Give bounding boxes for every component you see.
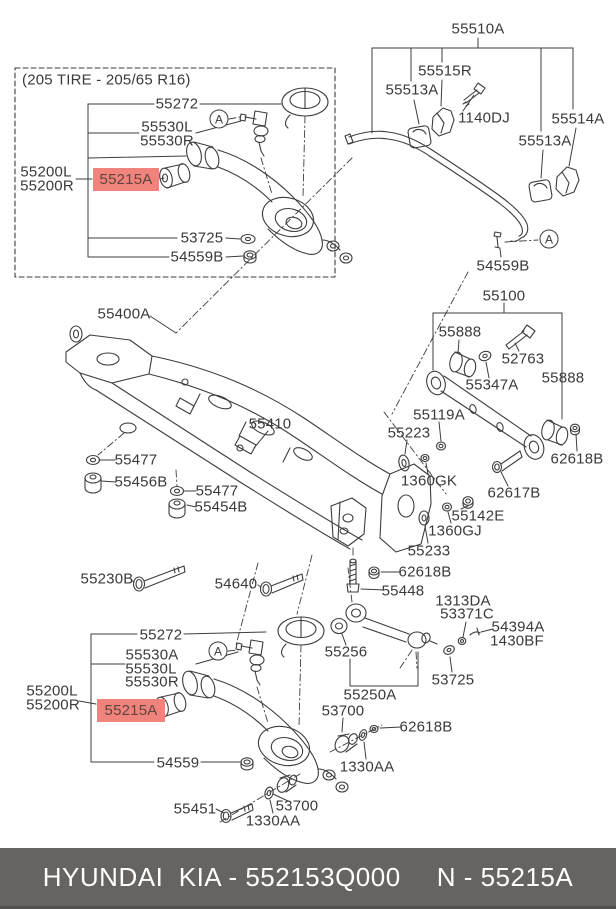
part-label-53371c: 53371C: [440, 605, 494, 623]
part-label-53700-right: 53700: [321, 702, 365, 720]
part-label-55530l-upper: 55530L: [141, 118, 193, 136]
banner-part-code: HYUNDAI KIA - 552153Q000: [42, 861, 401, 892]
part-label-55477-1: 55477: [114, 451, 158, 469]
part-label-55233: 55233: [407, 542, 451, 560]
part-label-55119a: 55119A: [413, 406, 465, 424]
part-label-55347a: 55347A: [465, 376, 519, 394]
callout-a-upper-box: A: [210, 110, 229, 129]
part-label-55448: 55448: [381, 582, 425, 600]
part-label-52763: 52763: [501, 350, 545, 368]
part-label-62618b-1: 62618B: [550, 450, 604, 468]
option-note: (205 TIRE - 205/65 R16): [22, 71, 191, 89]
part-label-55223: 55223: [387, 424, 431, 442]
part-label-54640: 54640: [214, 575, 258, 593]
part-label-55100: 55100: [482, 287, 526, 305]
part-label-62618b-3: 62618B: [399, 718, 453, 736]
part-label-54559b-stab: 54559B: [476, 257, 530, 275]
part-label-55530l-lower: 55530L: [125, 660, 177, 678]
part-label-54394a: 54394A: [491, 618, 545, 636]
part-label-55530r-upper: 55530R: [140, 132, 194, 150]
part-label-55400a: 55400A: [97, 305, 151, 323]
part-number-banner: [0, 848, 616, 909]
part-label-55256: 55256: [324, 643, 368, 661]
part-label-53725-mid: 53725: [431, 671, 475, 689]
part-label-1330aa-right: 1330AA: [339, 758, 395, 776]
part-label-55410: 55410: [248, 415, 292, 433]
callout-a-lower-arm: A: [209, 642, 228, 661]
part-label-55515r: 55515R: [418, 62, 472, 80]
part-label-55530r-lower: 55530R: [125, 673, 179, 691]
part-label-55530a-lower: 55530A: [125, 646, 179, 664]
part-label-62618b-2: 62618B: [398, 563, 452, 581]
part-label-55888-left: 55888: [438, 323, 482, 341]
part-label-55200r-lower: 55200R: [26, 696, 80, 714]
part-label-55250a: 55250A: [343, 686, 397, 704]
part-label-55456b: 55456B: [114, 473, 168, 491]
part-label-55513a-left: 55513A: [385, 81, 439, 99]
part-label-55514a: 55514A: [551, 110, 605, 128]
part-label-55454b: 55454B: [194, 498, 248, 516]
part-label-1313da: 1313DA: [435, 592, 491, 610]
part-label-55888-right: 55888: [541, 369, 585, 387]
banner-ref-code: N - 55215A: [436, 861, 574, 892]
part-label-1430bf: 1430BF: [490, 632, 544, 650]
highlighted-part-55215a-upper[interactable]: 55215A: [93, 168, 159, 191]
part-label-55142e: 55142E: [451, 507, 505, 525]
part-label-55513a-right: 55513A: [518, 132, 572, 150]
part-label-55477-2: 55477: [195, 482, 239, 500]
part-label-1140dj: 1140DJ: [458, 109, 510, 127]
part-label-55200r-upper: 55200R: [20, 177, 74, 195]
part-label-55230b: 55230B: [80, 570, 134, 588]
part-label-55451: 55451: [173, 800, 217, 818]
highlighted-part-55215a-lower[interactable]: 55215A: [97, 699, 165, 722]
part-label-53725-upper: 53725: [180, 229, 224, 247]
callout-a-stabilizer: A: [540, 230, 559, 249]
part-label-55272-lower: 55272: [139, 626, 183, 644]
part-label-62617b: 62617B: [487, 484, 541, 502]
part-label-55200l-lower: 55200L: [26, 682, 78, 700]
part-label-55200l-upper: 55200L: [20, 163, 72, 181]
bushing-set-right: [330, 718, 401, 759]
part-label-54559b-upper: 54559B: [170, 248, 224, 266]
part-label-54559-lower: 54559: [156, 754, 200, 772]
part-label-55510a: 55510A: [451, 20, 505, 38]
part-label-1360gj: 1360GJ: [428, 522, 482, 540]
part-label-1330aa-lower: 1330AA: [245, 812, 301, 830]
part-label-55272-upper: 55272: [155, 95, 199, 113]
part-label-1360gk: 1360GK: [400, 472, 458, 490]
part-label-53700-lower: 53700: [275, 797, 319, 815]
